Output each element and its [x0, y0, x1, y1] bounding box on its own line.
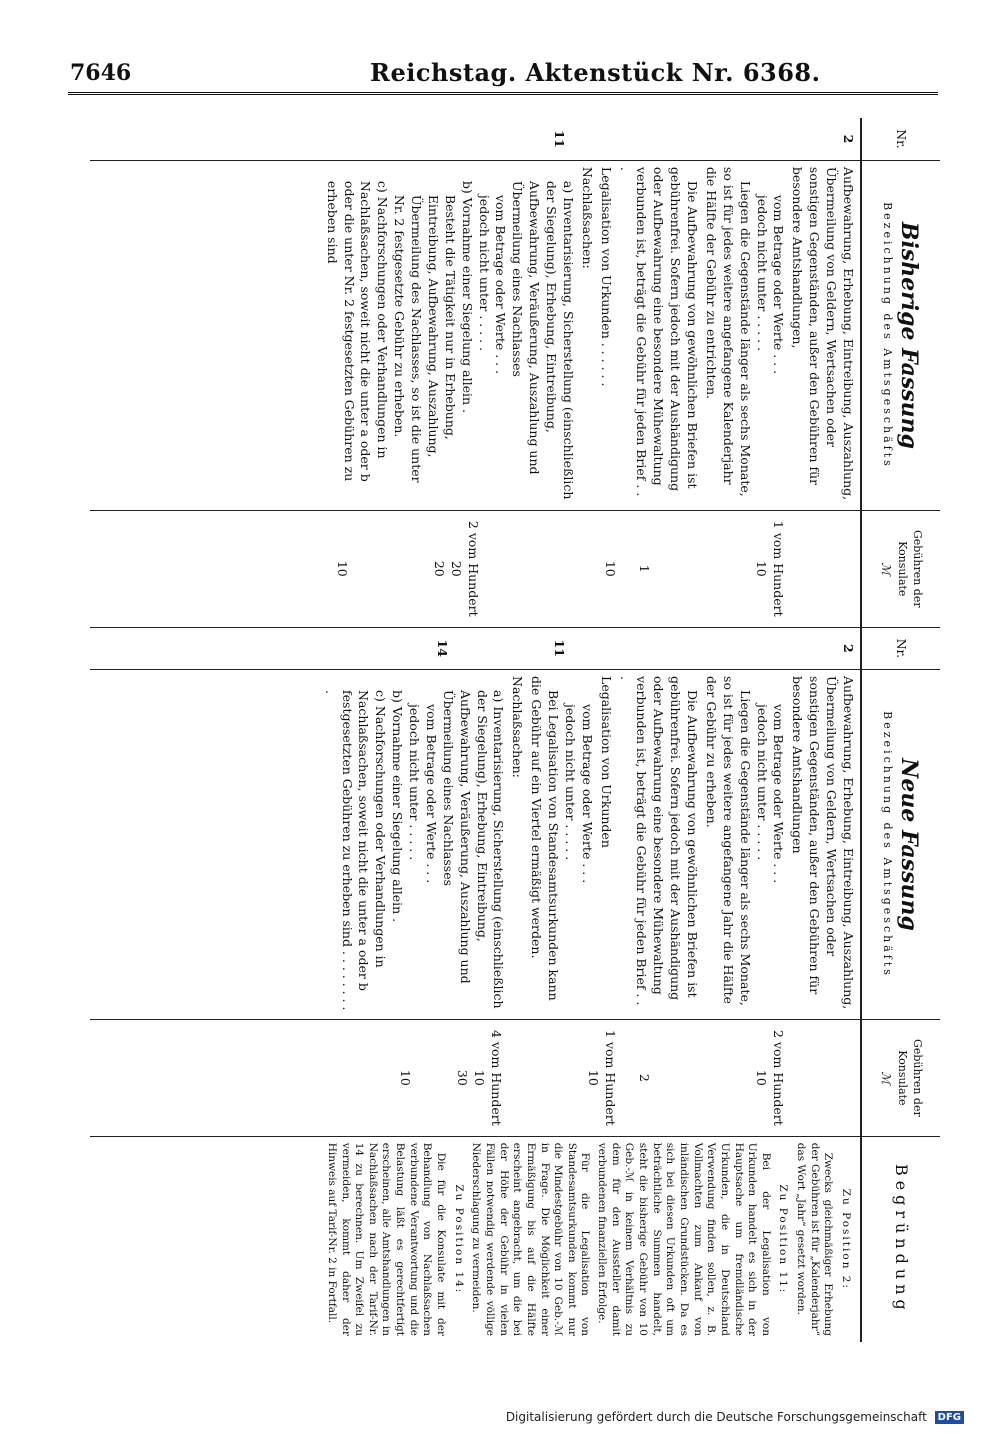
new-fee-2: 10: [754, 1069, 769, 1086]
header-rule: [68, 92, 938, 95]
new-nr-header: [861, 627, 940, 669]
page-number: 7646: [70, 60, 132, 86]
old-fee-5: 2 vom Hundert: [466, 520, 481, 617]
new-fee-3: 2: [637, 1073, 652, 1082]
old-fee-1: 1 vom Hundert: [771, 520, 786, 617]
old-nr-11: 11: [552, 130, 568, 148]
new-entry-a-1: vom Betrage oder Werte . . .: [424, 704, 439, 884]
begr-text-11b: Für die Legalisation von Standesamtsurkunden kommt nur die Mindestgebühr von 10 Geb.-ℳ in Frage. Die Möglichkeit einer Ermäßigung bis auf die Hälfte erscheint angebracht, um die bei der Höhe der Gebühr in vielen Fällen notwendig werdende völlige Niederschlagung zu vermeiden.: [470, 1142, 592, 1336]
old-fee-8: 10: [335, 560, 350, 577]
old-bez-header: [861, 160, 940, 510]
begr-pos-2: Zu Position 2:: [840, 1188, 852, 1291]
new-entry-11: Legalisation von Urkunden: [598, 676, 614, 848]
new-bez-label: Bezeichnung des Amtsgeschäfts: [880, 711, 894, 978]
new-bez-header: [861, 670, 940, 1020]
new-nr-2: 2: [841, 643, 856, 653]
new-nr-cell: [90, 627, 861, 669]
begr-pos-11: Zu Position 11:: [777, 1184, 790, 1295]
begr-text-14: Die für die Konsulate mit der Behandlung von Nachlaßsachen verbundene Verantwortung und die Belastung läßt es gerechtfertigt erscheinen, alle Amtshandlungen in Nachlaßsachen nach der Tarif-Nr. 14 zu berechnen. Um Zweifel zu vermeiden, kommt daher der Hinweis auf Tarif-Nr. 2 in Fortfall.: [325, 1142, 448, 1336]
new-entry-2-a: vom Betrage oder Werte . . .: [771, 704, 787, 884]
new-entry-11-b: jedoch nicht unter . . . . .: [563, 704, 578, 861]
new-fee-8: 30: [455, 1069, 470, 1086]
new-geb-label: Gebühren der Konsulate: [896, 1039, 924, 1117]
new-nr-14: 14: [435, 639, 451, 658]
old-entry-b: b) Vornahme einer Siegelung allein .: [459, 180, 475, 413]
new-entry-2: Aufbewahrung, Erhebung, Eintreibung, Auszahlung, Übermeilung von Geldern, Wertsachen oder sonstigen Gegenständen, außer den Gebühren für besondere Amtshandlungen: [790, 676, 856, 1010]
old-entry-2-a: vom Betrage oder Werte . . .: [771, 194, 787, 375]
new-entry-11-a: vom Betrage oder Werte . . .: [579, 704, 595, 884]
new-entry-11-c: Bei Legalisation von Standesamtsurkunden kann die Gebühr auf ein Viertel ermäßigt werden.: [529, 676, 562, 1001]
begruendung-header: [861, 1136, 940, 1342]
old-entry-2-c: Liegen die Gegenstände länger als sechs Monate, so ist für jedes weitere angefangene Kalenderjahr die Hälfte der Gebühr zu entrichten.: [704, 166, 753, 497]
old-bez-label: Bezeichnung des Amtsgeschäfts: [880, 202, 894, 469]
footer-text: Digitalisierung gefördert durch die Deutsche Forschungsgemeinschaft: [505, 1410, 927, 1424]
old-entry-11: Legalisation von Urkunden . . . . . .: [598, 166, 614, 387]
old-entry-a-1: vom Betrage oder Werte . . .: [493, 194, 509, 375]
old-description-cell: [90, 160, 861, 510]
old-heading: Bisherige Fassung: [896, 221, 923, 449]
old-geb-label: Gebühren der Konsulate: [896, 529, 924, 608]
rotated-table-block: [90, 118, 940, 1342]
begr-pos-14: Zu Position 14:: [452, 1184, 465, 1295]
new-entry-b: b) Vornahme einer Siegelung allein .: [390, 690, 406, 923]
old-entry-2: Aufbewahrung, Erhebung, Eintreibung, Auszahlung, Übermeilung von Geldern, Wertsachen oder sonstigen Gegenständen, außer den Gebühren für besondere Amtshandlungen,: [790, 166, 856, 501]
old-fee-7: 20: [432, 560, 447, 577]
old-nr-2: 2: [841, 134, 856, 144]
old-nr-header: [861, 118, 940, 160]
old-unit: ℳ: [879, 562, 894, 576]
running-title: Reichstag. Aktenstück Nr. 6368.: [370, 58, 821, 87]
new-fee-5: 10: [586, 1069, 601, 1086]
old-fee-cell: [90, 510, 861, 627]
new-entry-a-2: jedoch nicht unter . . . . .: [407, 704, 423, 861]
new-fee-6: 4 vom Hundert: [489, 1030, 504, 1126]
old-nachlass-heading: Nachlaßsachen:: [579, 166, 595, 269]
old-fee-4: 10: [603, 560, 618, 577]
begruendung-label: Begründung: [891, 1163, 911, 1315]
table-body-row: [90, 118, 861, 1342]
begruendung-cell: [90, 1136, 861, 1342]
new-geb-header: [861, 1020, 940, 1137]
old-nr-cell: [90, 118, 861, 160]
begr-text-2: Zwecks gleichmäßiger Erhebung der Gebühren ist für „Kalenderjahr“ das Wort „Jahr“ gesetzt worden.: [795, 1142, 835, 1336]
table-header-row: [861, 118, 940, 1342]
tariff-table: [90, 118, 940, 1342]
old-geb-header: [861, 510, 940, 627]
dfg-logo: DFG: [935, 1411, 964, 1424]
digitization-footer: [506, 1410, 964, 1424]
old-entry-b-1: Besteht die Tätigkeit nur in Erhebung, Eintreibung, Aufbewahrung, Auszahlung, Übermeilung des Nachlasses, so ist die unter Nr. 2 festgesetzte Gebühr zu erheben.: [392, 194, 458, 483]
new-entry-2-c: Liegen die Gegenstände länger als sechs Monate, so ist für jedes weitere angefangene Jahr die Hälfte der Gebühr zu erheben.: [704, 676, 753, 1006]
old-entry-2-b: jedoch nicht unter . . . . .: [754, 194, 770, 352]
new-fee-7: 10: [472, 1069, 487, 1086]
old-fee-6: 20: [449, 560, 464, 577]
new-unit: ℳ: [879, 1071, 894, 1085]
begr-text-11a: Bei der Legalisation von Urkunden handelt es sich in der Hauptsache um fremdländische Urkunden, die in Deutschland Verwendung finden sollen, z. B. Vollmachten zum Ankauf von inländischen Grundstücken. Da es sich bei diesen Urkunden oft um beträchtliche Summen handelt, steht die bisherige Gebühr von 10 Geb.-ℳ in keinem Verhältnis zu dem für den Aussteller damit verbundenen finanziellen Erfolge.: [596, 1142, 772, 1336]
new-fee-9: 10: [398, 1069, 413, 1086]
old-entry-c: c) Nachforschungen oder Verhandlungen in Nachlaßsachen, soweit nicht die unter a oder b oder die unter Nr. 2 festgesetzten Gebühren zu erheben sind: [324, 180, 391, 482]
old-entry-2-d: Die Aufbewahrung von gewöhnlichen Briefen ist gebührenfrei. Sofern jedoch mit der Aushändigung oder Aufbewahrung eine besondere Mühewaltung verbunden ist, beträgt die Gebühr für jeden Brief . . .: [617, 166, 701, 497]
new-fee-cell: [90, 1020, 861, 1137]
old-entry-a-2: jedoch nicht unter . . . . .: [476, 194, 492, 352]
old-entry-a: a) Inventarisierung, Sicherstellung (einschließlich der Siegelung), Erhebung, Eintreibung, Aufbewahrung, Veräußerung, Auszahlung und Übermeilung eines Nachlasses: [510, 180, 576, 500]
new-nr-label: Nr.: [894, 638, 910, 659]
old-nr-label: Nr.: [894, 129, 910, 149]
new-entry-c: c) Nachforschungen oder Verhandlungen in Nachlaßsachen, soweit nicht die unter a oder b festgesetzten Gebühren zu erheben sind . . . . . . . . .: [322, 690, 389, 1011]
new-entry-2-b: jedoch nicht unter . . . . .: [754, 704, 770, 861]
new-entry-14: Nachlaßsachen:: [510, 676, 526, 778]
new-fee-4: 1 vom Hundert: [603, 1030, 618, 1126]
new-fee-1: 2 vom Hundert: [771, 1030, 786, 1126]
page-header: [0, 0, 1000, 95]
new-entry-a: a) Inventarisierung, Sicherstellung (einschließlich der Siegelung), Erhebung, Eintreibung, Aufbewahrung, Veräußerung, Auszahlung und Übermeilung eines Nachlasses: [440, 690, 507, 1009]
new-heading: Neue Fassung: [896, 758, 923, 931]
old-fee-3: 1: [637, 564, 652, 573]
new-nr-11: 11: [552, 639, 568, 658]
old-fee-2: 10: [754, 560, 769, 577]
new-description-cell: [90, 670, 861, 1020]
new-entry-2-d: Die Aufbewahrung von gewöhnlichen Briefen ist gebührenfrei. Sofern jedoch mit der Aushändigung oder Aufbewahrung eine besondere Mühewaltung verbunden ist, beträgt die Gebühr für jeden Brief . . .: [617, 676, 701, 1006]
